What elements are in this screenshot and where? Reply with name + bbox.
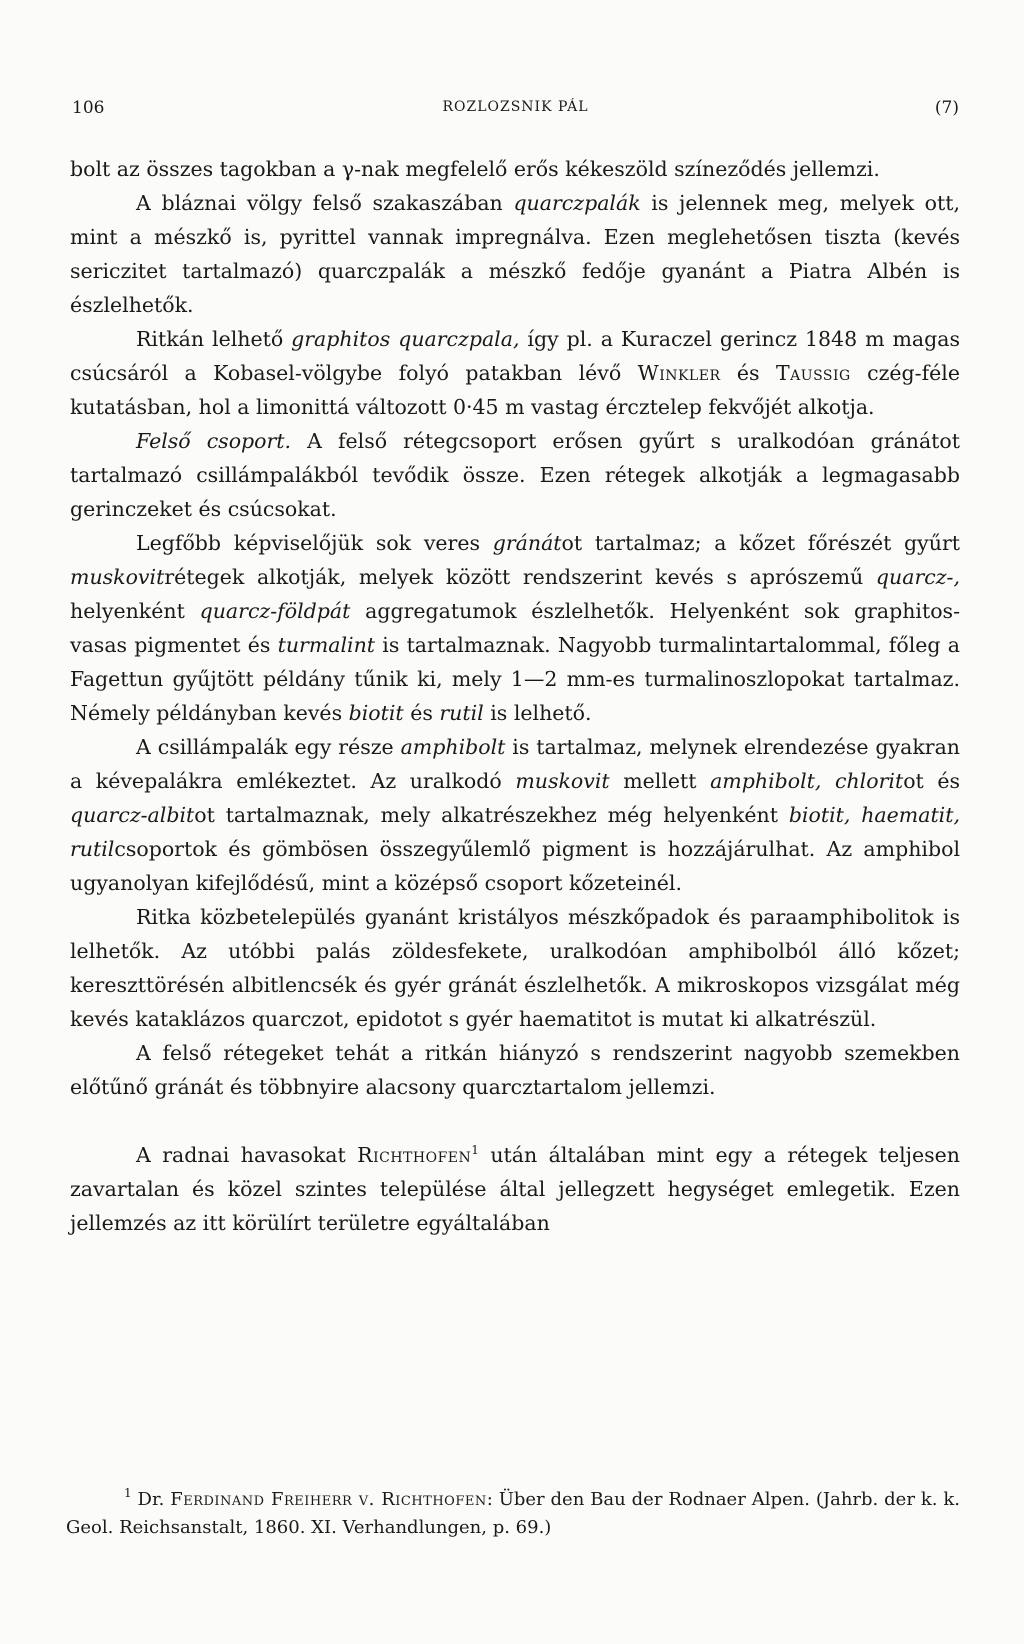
text-run: ot és (903, 769, 960, 793)
italic-term: quarczpalák (513, 191, 641, 215)
paragraph-6 (70, 730, 960, 900)
footnote (66, 1486, 960, 1542)
page-number: 106 (72, 98, 105, 118)
italic-term: rutil (439, 701, 484, 725)
text-run: így pl. a Kuraczel gerincz 1848 m magas csúcsáról a Kobasel-völgybe folyó patakban lévő (70, 327, 960, 385)
text-run: Dr. (131, 1489, 171, 1510)
page-header (72, 98, 959, 128)
italic-term: quarcz-, (875, 565, 960, 589)
small-caps-name: Ferdinand Freiherr v. Richthofen (170, 1489, 487, 1510)
text-run: csoportok és gömbösen összegyűlemlő pigment is hozzájárulhat. Az amphibol ugyanolyan kifejlődésű, mint a középső csoport kőzeteinél. (70, 837, 960, 895)
small-caps-name: Taussig (775, 361, 851, 385)
paragraph-5 (70, 526, 960, 730)
paragraph-1 (70, 152, 960, 186)
italic-term: turmalint (277, 633, 376, 657)
italic-term: gránát (492, 531, 562, 555)
text-run: ot tartalmaznak, mely alkatrészekhez még helyenként (194, 803, 789, 827)
footnote-1 (66, 1486, 960, 1542)
italic-term: muskovit (515, 769, 610, 793)
italic-term: chlorit (835, 769, 904, 793)
text-run: : Über den Bau der Rodnaer Alpen. (Jahrb. der k. k. Geol. Reichsanstalt, 1860. XI. Verhandlungen, p. 69.) (66, 1489, 960, 1538)
text-run: Ritkán lelhető (136, 327, 292, 351)
text-run: czég-féle kutatásban, hol a limonittá változott 0·45 m vastag érczteleр fekvőjét alkotja. (70, 361, 960, 419)
paragraph-4 (70, 424, 960, 526)
text-run: mellett (609, 769, 711, 793)
paragraph-8 (70, 1036, 960, 1104)
text-run: és (403, 701, 440, 725)
text-run: is tartalmaznak. Nagyobb turmalintartalommal, főleg a Fagettun gyűjtött példány tűnik ki, mely 1—2 mm-es turmalinoszlopokat tartalmaz. Némely példányban kevés (70, 633, 960, 725)
text-run: A csillámpalák egy része (136, 735, 401, 759)
italic-term: amphibolt, (710, 769, 822, 793)
paragraph-9 (70, 1138, 960, 1240)
body-text (70, 152, 960, 1240)
footnote-marker: 1 (124, 1486, 132, 1500)
text-run: is lelhető. (483, 701, 592, 725)
footnote-ref: 1 (471, 1143, 479, 1157)
small-caps-name: Winkler (637, 361, 721, 385)
text-run: A bláznai völgy felső szakaszában (136, 191, 514, 215)
text-run: aggregatumok észlelhetők. Helyenként sok graphitos-vasas pigmentet és (70, 599, 960, 657)
italic-term: quarcz-földpát (199, 599, 351, 623)
paragraph-3 (70, 322, 960, 424)
small-caps-name: Richthofen (357, 1143, 472, 1167)
running-head: ROZLOZSNIK PÁL (442, 99, 589, 115)
text-run: Legfőbb képviselőjük sok veres (136, 531, 493, 555)
text-run: A radnai havasokat (136, 1143, 358, 1167)
text-run: A felső rétegeket tehát a ritkán hiányzó s rendszerint nagyobb szemekben előtűnő gránát és többnyire alacsony quarcztartalom jellemzi. (70, 1041, 960, 1099)
text-run (821, 769, 835, 793)
text-run: ot tartalmaz; a kőzet főrészét gyűrt (561, 531, 960, 555)
italic-term: amphibolt (400, 735, 506, 759)
text-run: után általában mint egy a rétegek teljesen zavartalan és közel szintes települése által jellegzett hegységet emlegetik. Ezen jellemzés az itt körülírt területre egyáltalában (70, 1143, 960, 1235)
text-run: is tartalmaz, melynek elrendezése gyakran a kévepalákra emlékeztet. Az uralkodó (70, 735, 960, 793)
sheet-mark: (7) (934, 98, 959, 118)
text-run: és (720, 361, 776, 385)
italic-term: Felső csoport. (136, 429, 292, 453)
paragraph-2 (70, 186, 960, 322)
italic-term: quarcz-albit (70, 803, 195, 827)
text-run: is jelennek meg, melyek ott, mint a mészkő is, pyrittel vannak impregnálva. Ezen meglehetősen tiszta (kevés sericzitet tartalmazó) quarczpalák a mészkő fedője gyanánt a Piatra Albén is észlelhetők. (70, 191, 960, 317)
italic-term: biotit, haematit, rutil (70, 803, 960, 861)
text-run: Ritka közbetelepülés gyanánt kristályos mészkőpadok és paraamphibolitok is lelhetők. Az utóbbi palás zöldesfekete, uralkodóan amphibolból álló kőzet; kereszttörésén albitlencsék és gyér gránát észlelhetők. A mikroskopos vizsgálat még kevés kataklázos quarczot, epidotot s gyér haematitot is mutat ki alkatrészül. (70, 905, 960, 1031)
text-run: helyenként (70, 599, 200, 623)
paragraph-7 (70, 900, 960, 1036)
text-run: bolt az összes tagokban a γ-nak megfelelő erős kékeszöld színeződés jellemzi. (70, 157, 880, 181)
italic-term: muskovit (70, 565, 165, 589)
italic-term: biotit (348, 701, 404, 725)
text-run: rétegek alkotják, melyek között rendszerint kevés s aprószemű (164, 565, 876, 589)
italic-term: graphitos quarczpala, (291, 327, 520, 351)
text-run: A felső rétegcsoport erősen gyűrt s uralkodóan gránátot tartalmazó csillámpalákból tevődik össze. Ezen rétegek alkotják a legmagasabb gerinczeket és csúcsokat. (70, 429, 960, 521)
